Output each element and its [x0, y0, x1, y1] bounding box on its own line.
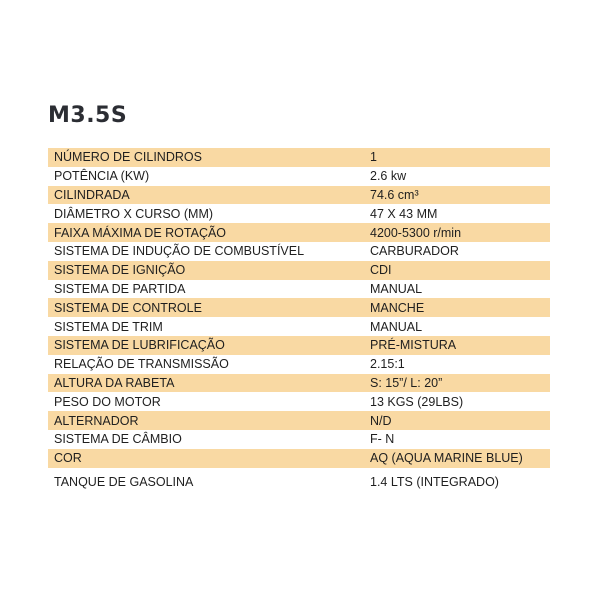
- spec-value: CDI: [370, 263, 392, 278]
- spec-label: SISTEMA DE IGNIÇÃO: [54, 263, 186, 278]
- spec-label: PESO DO MOTOR: [54, 394, 161, 409]
- spec-label: POTÊNCIA (KW): [54, 169, 150, 184]
- spec-row: [48, 261, 550, 280]
- spec-label: TANQUE DE GASOLINA: [54, 474, 194, 489]
- spec-value: AQ (AQUA MARINE BLUE): [370, 451, 523, 466]
- spec-value: F- N: [370, 432, 395, 447]
- spec-label: COR: [54, 451, 82, 466]
- spec-label: NÚMERO DE CILINDROS: [54, 150, 202, 165]
- spec-value: 1: [370, 150, 377, 165]
- spec-label: SISTEMA DE CÂMBIO: [54, 432, 182, 447]
- spec-value: 74.6 cm³: [370, 187, 419, 202]
- spec-value: 4200-5300 r/min: [370, 225, 462, 240]
- spec-value: 2.15:1: [370, 357, 405, 372]
- spec-label: DIÂMETRO X CURSO (MM): [54, 206, 214, 221]
- spec-label: ALTURA DA RABETA: [54, 375, 175, 390]
- spec-value: 13 KGS (29LBS): [370, 394, 464, 409]
- spec-value: S: 15”/ L: 20”: [370, 375, 443, 390]
- spec-row: [48, 317, 550, 336]
- spec-row: [48, 148, 550, 167]
- spec-value: MANUAL: [370, 281, 423, 296]
- spec-row: [48, 430, 550, 449]
- model-title: M3.5S: [48, 103, 128, 128]
- spec-row: [48, 186, 550, 205]
- spec-row: [48, 242, 550, 261]
- spec-row: [48, 355, 550, 374]
- spec-label: ALTERNADOR: [54, 413, 139, 428]
- spec-row: [48, 280, 550, 299]
- spec-value: 47 X 43 MM: [370, 206, 438, 221]
- spec-label: FAIXA MÁXIMA DE ROTAÇÃO: [54, 225, 227, 240]
- spec-value: PRÉ-MISTURA: [370, 338, 457, 353]
- spec-row: [48, 204, 550, 223]
- spec-label: SISTEMA DE INDUÇÃO DE COMBUSTÍVEL: [54, 244, 305, 259]
- spec-label: SISTEMA DE TRIM: [54, 319, 163, 334]
- spec-label: RELAÇÃO DE TRANSMISSÃO: [54, 357, 229, 372]
- spec-row: [48, 411, 550, 430]
- spec-label: CILINDRADA: [54, 187, 130, 202]
- spec-row: [48, 336, 550, 355]
- spec-value: MANCHE: [370, 300, 425, 315]
- spec-label: SISTEMA DE LUBRIFICAÇÃO: [54, 338, 225, 353]
- spec-label: SISTEMA DE CONTROLE: [54, 300, 202, 315]
- spec-value: CARBURADOR: [370, 244, 459, 259]
- spec-row: [48, 223, 550, 242]
- spec-label: SISTEMA DE PARTIDA: [54, 281, 186, 296]
- spec-value: N/D: [370, 413, 392, 428]
- spec-value: 2.6 kw: [370, 169, 407, 184]
- spec-row: [48, 449, 550, 468]
- spec-value: MANUAL: [370, 319, 423, 334]
- spec-row: [48, 374, 550, 393]
- spec-table: [48, 148, 550, 492]
- spec-row: [48, 392, 550, 411]
- spec-row: [48, 167, 550, 186]
- spec-row: [48, 298, 550, 317]
- spec-value: 1.4 LTS (INTEGRADO): [370, 474, 499, 489]
- spec-row: [48, 468, 550, 492]
